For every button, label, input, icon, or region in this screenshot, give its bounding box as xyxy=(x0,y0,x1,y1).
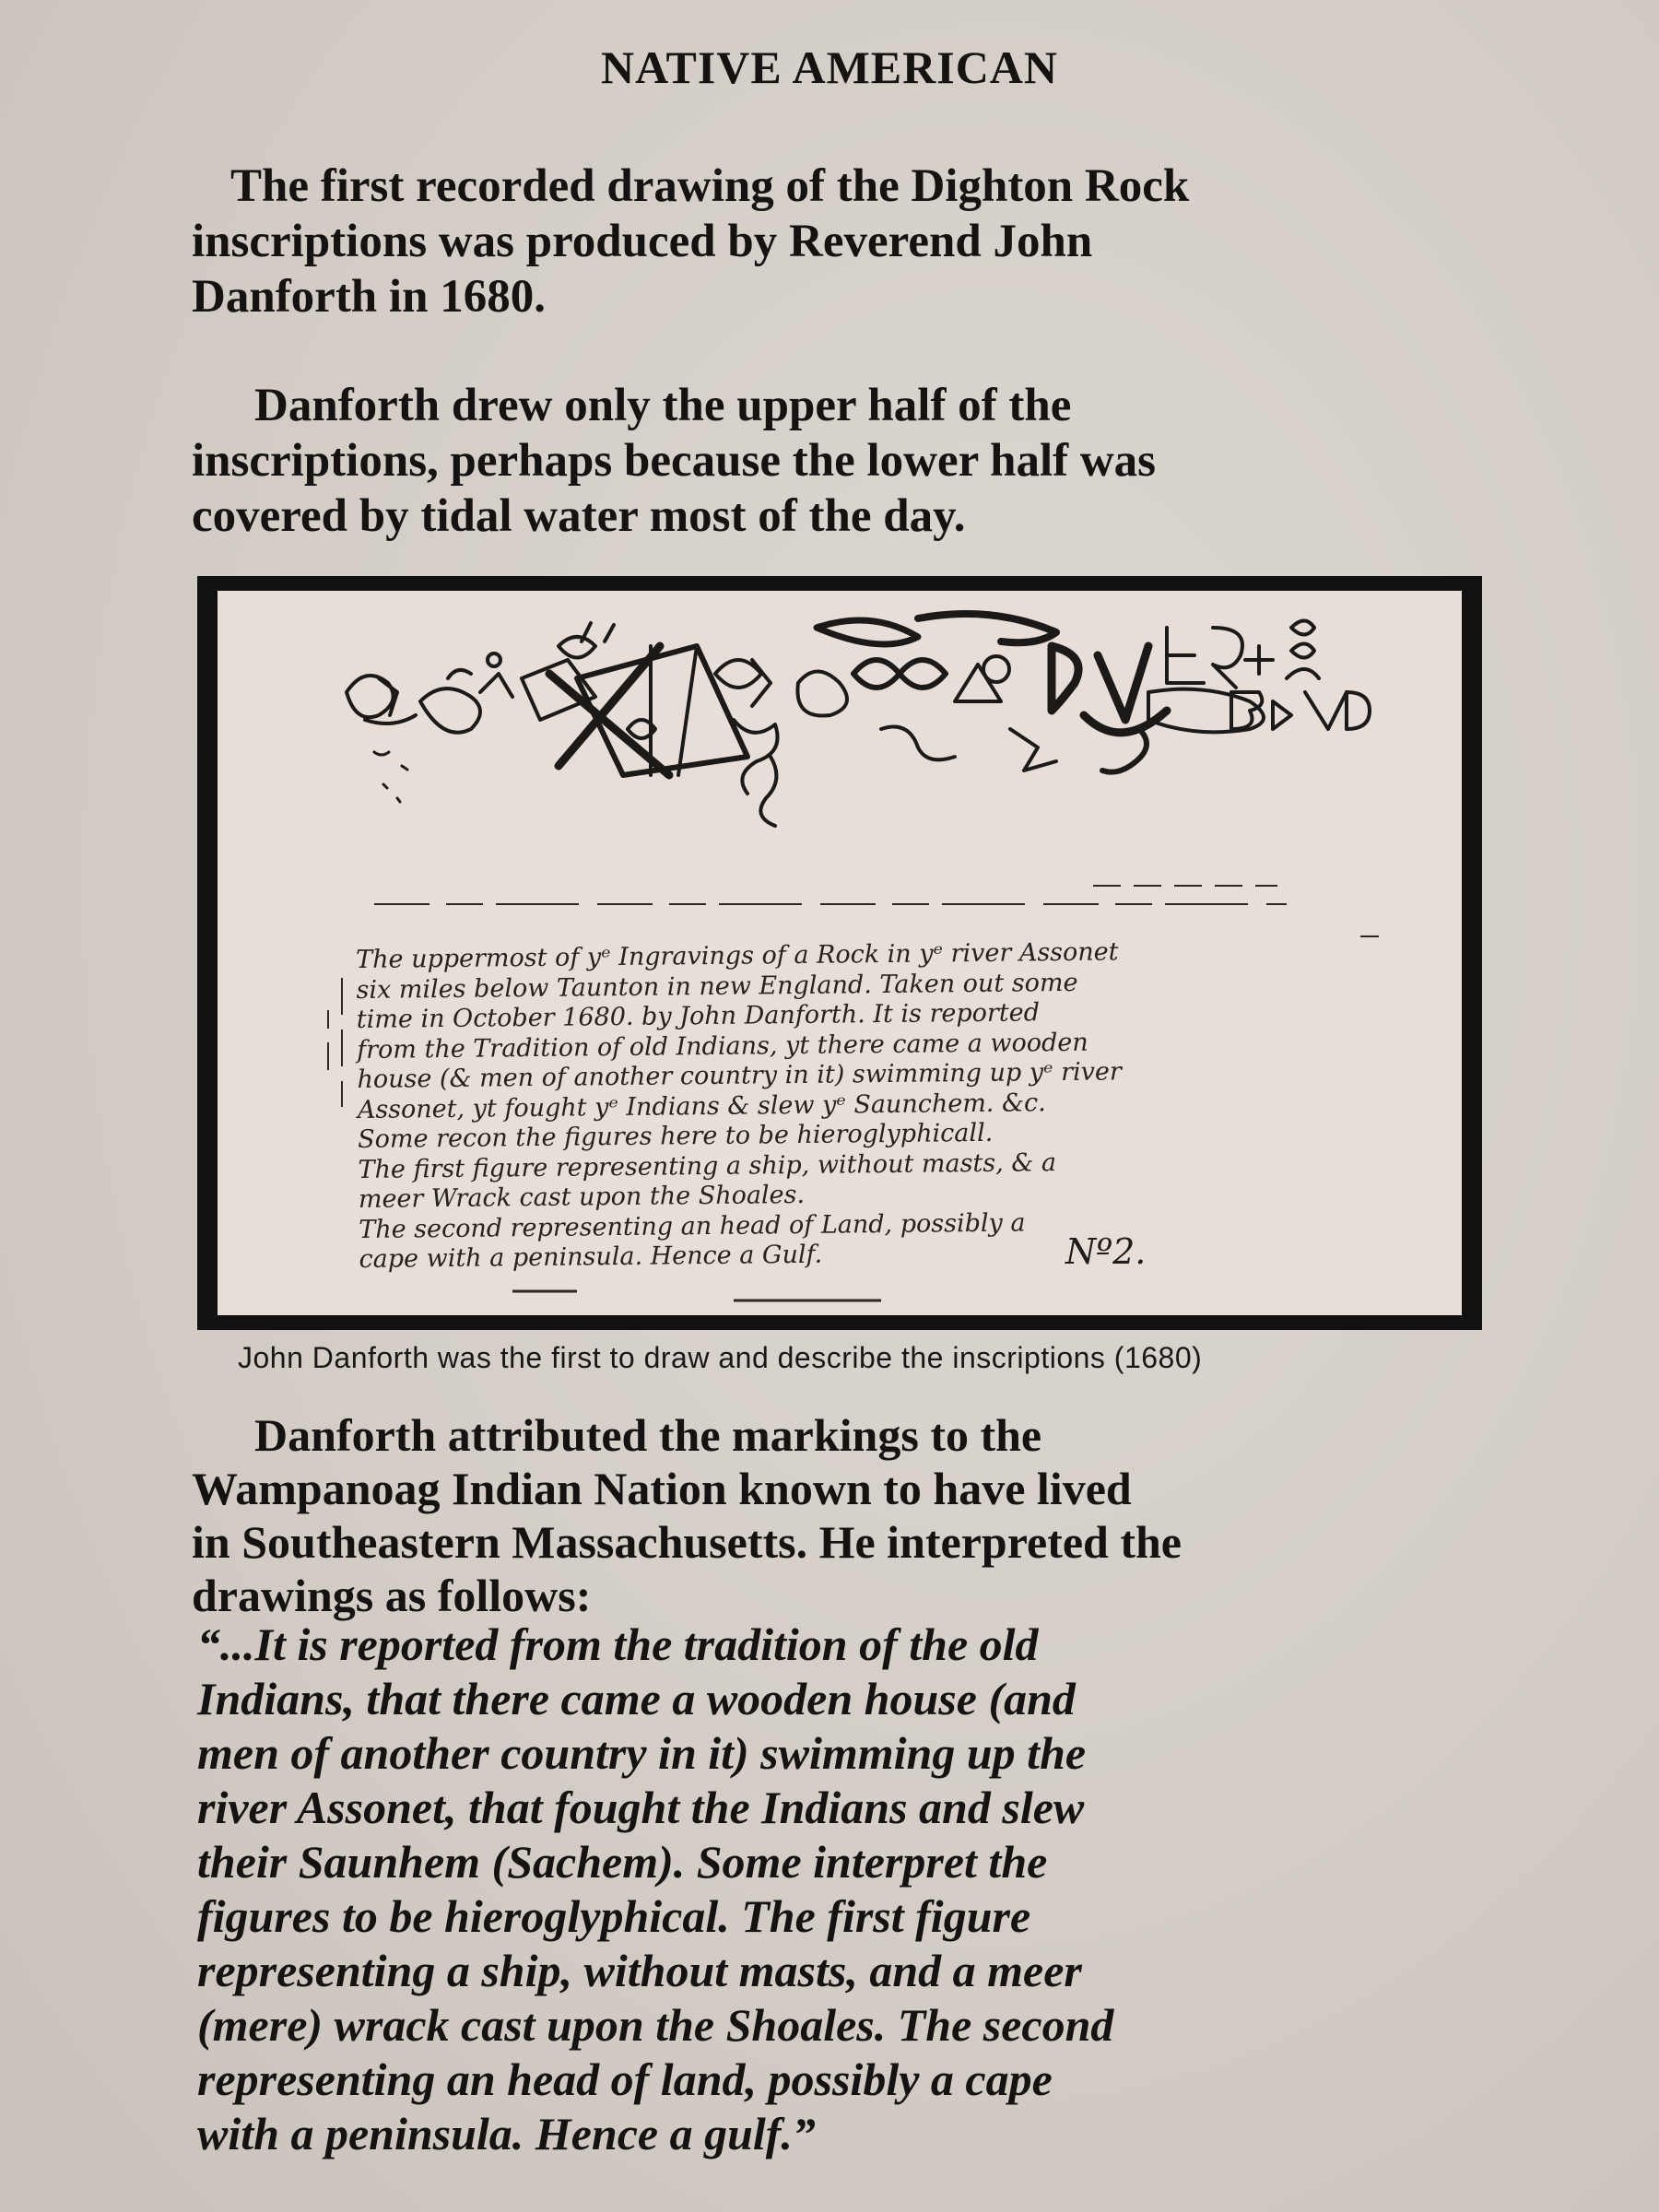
danforth-quote xyxy=(197,1618,1506,2161)
quote-line: river Assonet, that fought the Indians and slew xyxy=(197,1782,1085,1833)
manuscript-line: Assonet, yt fought yᵉ Indians & slew yᵉ Saunchem. &c. xyxy=(357,1088,1046,1124)
upper-half-paragraph xyxy=(192,378,1519,544)
attribution-line: drawings as follows: xyxy=(192,1570,592,1621)
manuscript-line: The uppermost of yᵉ Ingravings of a Rock in yᵉ river Assonet xyxy=(356,937,1119,974)
attribution-paragraph xyxy=(192,1408,1500,1622)
manuscript-line: time in October 1680. by John Danforth. It is reported xyxy=(356,998,1041,1034)
figure-caption: John Danforth was the first to draw and describe the inscriptions (1680) xyxy=(238,1341,1203,1374)
attribution-line: Wampanoag Indian Nation known to have lived xyxy=(192,1463,1132,1514)
quote-line: (mere) wrack cast upon the Shoales. The second xyxy=(197,1999,1114,2051)
quote-line: “...It is reported from the tradition of the old xyxy=(197,1618,1039,1670)
quote-line: representing a ship, without masts, and a meer xyxy=(197,1945,1082,1996)
quote-line: men of another country in it) swimming up the xyxy=(197,1727,1087,1779)
manuscript-line: house (& men of another country in it) swimming up yᵉ river xyxy=(357,1057,1122,1094)
upper-half-line: inscriptions, perhaps because the lower half was xyxy=(192,435,1157,487)
quote-line: with a peninsula. Hence a gulf.” xyxy=(197,2108,816,2159)
upper-half-line: covered by tidal water most of the day. xyxy=(192,490,966,542)
intro-line: Danforth in 1680. xyxy=(192,271,546,323)
manuscript-line: cape with a peninsula. Hence a Gulf. xyxy=(359,1240,823,1274)
manuscript-line: Some recon the figures here to be hieroglyphicall. xyxy=(358,1118,994,1154)
quote-line: representing an head of land, possibly a cape xyxy=(197,2053,1053,2105)
attribution-line: Danforth attributed the markings to the xyxy=(254,1409,1042,1461)
manuscript-transcription xyxy=(356,935,1410,1275)
petroglyph-inscriptions xyxy=(347,614,1370,826)
intro-line: The first recorded drawing of the Dighton Rock xyxy=(230,160,1190,212)
upper-half-line: Danforth drew only the upper half of the xyxy=(254,380,1072,431)
intro-paragraph xyxy=(192,159,1519,324)
manuscript-line: meer Wrack cast upon the Shoales. xyxy=(358,1180,806,1214)
quote-line: figures to be hieroglyphical. The first figure xyxy=(197,1890,1031,1942)
manuscript-line: six miles below Taunton in new England. Taken out some xyxy=(356,968,1078,1005)
page-title: NATIVE AMERICAN xyxy=(600,41,1059,93)
manuscript-line: The second representing an head of Land, possibly a xyxy=(359,1207,1026,1244)
manuscript-line: from the Tradition of old Indians, yt there came a wooden xyxy=(357,1028,1088,1065)
attribution-line: in Southeastern Massachusetts. He interpreted the xyxy=(192,1516,1182,1568)
quote-line: their Saunhem (Sachem). Some interpret the xyxy=(197,1836,1048,1888)
quote-line: Indians, that there came a wooden house (and xyxy=(197,1673,1076,1724)
manuscript-sheet xyxy=(218,591,1462,1315)
plate-number: Nº2. xyxy=(1065,1231,1147,1272)
manuscript-line: The first figure representing a ship, without masts, & a xyxy=(358,1147,1057,1184)
intro-line: inscriptions was produced by Reverend John xyxy=(192,216,1093,267)
manuscript-figure-frame xyxy=(197,576,1482,1330)
